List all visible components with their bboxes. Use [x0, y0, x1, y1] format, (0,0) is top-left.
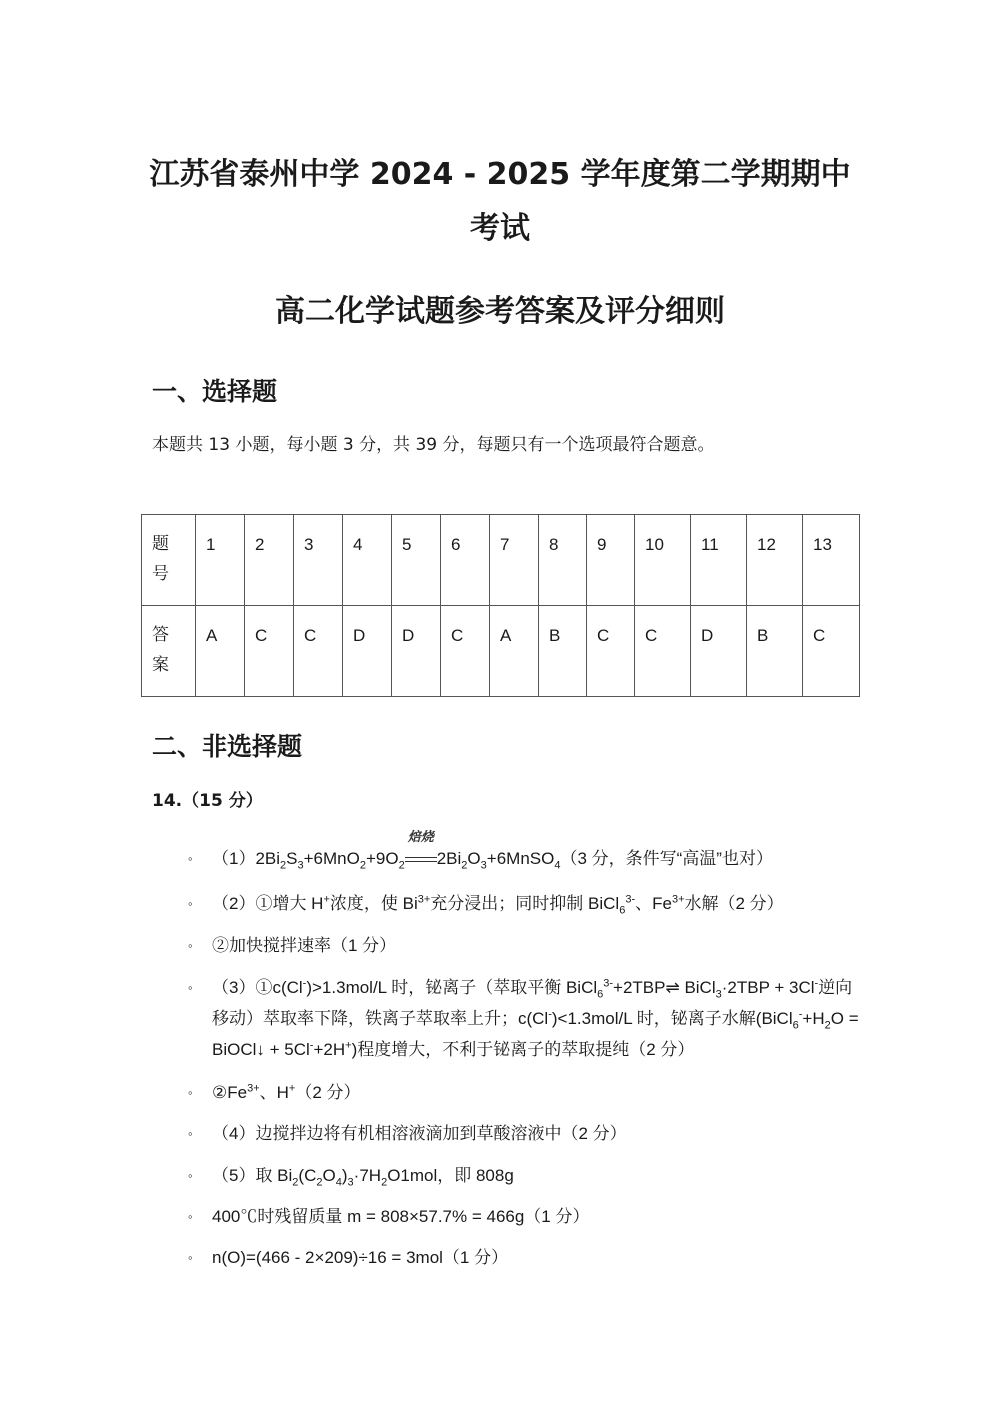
question-number: 10	[635, 515, 691, 606]
list-bullet: ◦	[188, 851, 193, 866]
document-title-line-2: 考试	[470, 211, 530, 246]
answer-cell: B	[539, 606, 587, 697]
answer-row-header-char-2: 案	[152, 655, 169, 675]
answer-table	[141, 514, 860, 697]
answer-item-6-text: （4）边搅拌边将有机相溶液滴加到草酸溶液中（2 分）	[212, 1124, 627, 1143]
answer-cell: C	[441, 606, 490, 697]
answer-item-4	[188, 972, 868, 1065]
list-bullet: ◦	[188, 1085, 193, 1100]
answer-cell: A	[490, 606, 539, 697]
document-subtitle: 高二化学试题参考答案及评分细则	[275, 294, 725, 329]
answer-cell: A	[196, 606, 245, 697]
answer-item-8-text: 400℃时残留质量 m = 808×57.7% = 466g（1 分）	[212, 1207, 590, 1226]
question-number: 7	[490, 515, 539, 606]
question-14-title: 14.（15 分）	[152, 791, 263, 811]
number-row-header	[142, 515, 196, 606]
answer-item-5-text: $②Fe^{3+}$、H+（2 分）	[212, 1082, 361, 1102]
question-number: 13	[803, 515, 860, 606]
answer-item-7-text: （5）取 $Bi_2(C_2O_4)_3\cdot 7H_2O1mol$，即 808g	[212, 1166, 514, 1189]
answer-item-1	[188, 829, 868, 874]
question-number: 4	[343, 515, 392, 606]
section-2-heading: 二、非选择题	[152, 732, 303, 761]
list-bullet: ◦	[188, 938, 193, 953]
section-1-heading: 一、选择题	[152, 377, 278, 406]
answer-item-2	[188, 888, 868, 919]
answer-cell: C	[803, 606, 860, 697]
answer-cell: D	[392, 606, 441, 697]
answer-row-header	[142, 606, 196, 697]
answer-cell: D	[343, 606, 392, 697]
question-number: 11	[691, 515, 747, 606]
answer-item-1-text: $(1)2Bi_2S_3+6MnO_2+9O_2$ 焙烧 $2Bi_2O_3+6MnSO_4(3$ 分，条件写“高温”也对）	[212, 843, 868, 874]
answer-item-9	[188, 1242, 868, 1273]
answer-item-6	[188, 1118, 868, 1149]
answer-item-3-text: ②加快搅拌速率（1 分）	[212, 936, 397, 955]
question-number: 1	[196, 515, 245, 606]
list-bullet: ◦	[188, 980, 193, 995]
answer-item-4-text: （3）①c(Cl-)>1.3mol/L 时，铋离子（萃取平衡 BiCl$_6^{3-}$+2TBP⇌ BiCl$_3$·2TBP + 3Cl-逆向移动）萃取率下降，铁离子萃取率上升；c(Cl-)<1.3mol/L 时，铋离子水解($BiCl_6^-+H_2O$ = BiOCl↓ + 5Cl-+2H+)程度增大，不利于铋离子的萃取提纯（2 分）	[212, 977, 859, 1059]
reaction-condition-label: 焙烧	[407, 829, 434, 844]
question-number: 5	[392, 515, 441, 606]
number-row-header-char-2: 号	[152, 564, 169, 584]
question-number: 8	[539, 515, 587, 606]
question-number: 12	[747, 515, 803, 606]
list-bullet: ◦	[188, 896, 193, 911]
question-number: 9	[587, 515, 635, 606]
number-row-header-char-1: 题	[152, 534, 169, 554]
answer-item-3	[188, 930, 868, 961]
document-title-line-1: 江苏省泰州中学 2024 - 2025 学年度第二学期期中	[149, 157, 851, 192]
question-number: 6	[441, 515, 490, 606]
answer-item-2-text: （2）①增大 H+浓度，使 $Bi^{3+}$充分浸出；同时抑制 BiCl$_6^{3-}$、$Fe^{3+}$水解（2 分）	[212, 893, 784, 917]
list-bullet: ◦	[188, 1168, 193, 1183]
section-1-intro: 本题共 13 小题，每小题 3 分，共 39 分，每题只有一个选项最符合题意。	[152, 435, 715, 455]
answer-item-5	[188, 1077, 868, 1108]
question-number: 3	[294, 515, 343, 606]
answer-cell: C	[245, 606, 294, 697]
list-bullet: ◦	[188, 1250, 193, 1265]
reaction-equals-sign	[405, 857, 437, 862]
reaction-condition	[405, 829, 437, 874]
answer-row-header-char-1: 答	[152, 625, 169, 645]
answer-cell: C	[587, 606, 635, 697]
answer-table-number-row	[142, 515, 860, 606]
answer-item-7	[188, 1160, 868, 1191]
list-bullet: ◦	[188, 1126, 193, 1141]
answer-cell: C	[635, 606, 691, 697]
answer-item-8	[188, 1201, 868, 1232]
answer-cell: C	[294, 606, 343, 697]
answer-table-answer-row	[142, 606, 860, 697]
answer-item-9-text: n(O)=(466 - 2×209)÷16 = 3mol（1 分）	[212, 1248, 509, 1267]
list-bullet: ◦	[188, 1209, 193, 1224]
answer-cell: B	[747, 606, 803, 697]
answer-cell: D	[691, 606, 747, 697]
question-number: 2	[245, 515, 294, 606]
